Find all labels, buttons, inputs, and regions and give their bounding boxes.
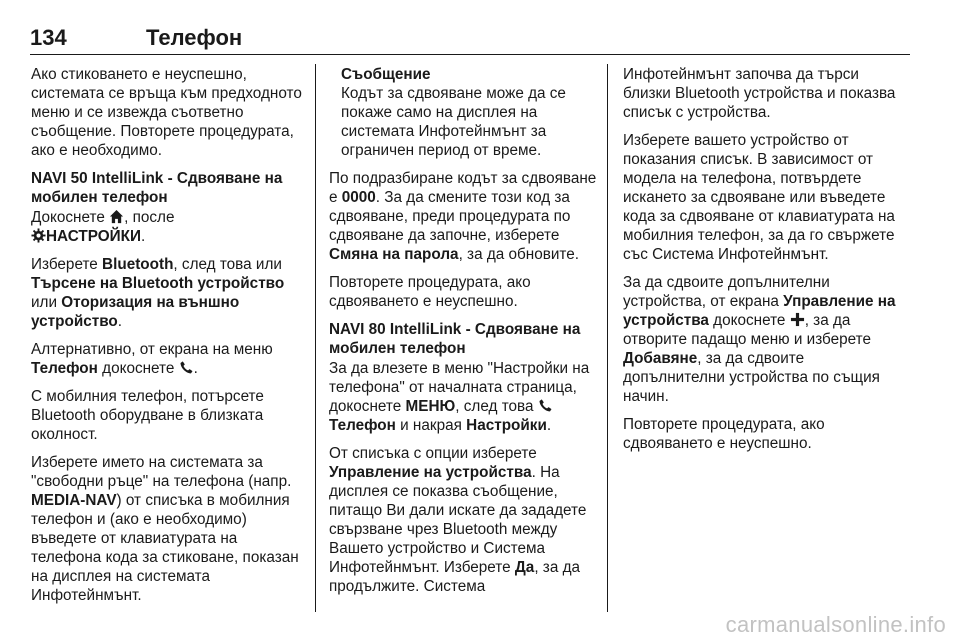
paragraph: Изберете Bluetooth, след това или Търсене на Bluetooth устройство или Оторизация на външно устройство. [31,256,285,330]
column-divider [315,64,316,612]
paragraph: По подразбиране кодът за сдвояване е 0000. За да смените този код за сдвояване, преди процедурата по сдвояване да започне, изберете Смяна на парола, за да обновите. [329,170,597,263]
paragraph: Изберете вашето устройство от показания списък. В зависимост от модела на телефона, потвърдете искането за сдвояване или въведете кода за сдвояване от клавиатурата на мобилния телефон, за да го свържете със Система Инфотейнмънт. [623,132,895,263]
paragraph: С мобилния телефон, потърсете Bluetooth оборудване в близката околност. [31,388,264,443]
paragraph: От списъка с опции изберете Управление на устройства. На дисплея се показва съобщение, питащо Ви дали искате да зададете свързване чрез Bluetooth между Вашето устройство и Система Инфотейнмънт. Изберете Да, за да продължите. Система [329,445,587,595]
home-icon [109,209,124,224]
note-box [341,65,599,160]
paragraph: Инфотейнмънт започва да търси близки Bluetooth устройства и показва списък с устройства. [623,66,896,121]
page-number: 134 [30,25,67,50]
phone-icon [179,360,194,375]
page-title: Телефон [146,25,243,50]
settings-label: НАСТРОЙКИ [46,228,141,245]
paragraph: За да сдвоите допълнителни устройства, от екрана Управление на устройства докоснете , за да отворите падащо меню и изберете Добавяне, за да сдвоите допълнителни устройства по същия начин. [623,274,896,405]
paragraph: За да влезете в меню "Настройки на телефона" от началната страница, докоснете МЕНЮ, след това Телефон и накрая Настройки. [329,360,590,434]
column-right [623,65,898,462]
column-divider [607,64,608,612]
plus-icon [790,312,805,327]
note-text: Кодът за сдвояване може да се покаже само на дисплея на системата Инфотейнмънт за ограничен период от време. [341,85,566,159]
paragraph: Повторете процедурата, ако сдвояването е неуспешно. [329,274,531,310]
paragraph: Изберете името на системата за "свободни ръце" на телефона (напр. MEDIA-NAV) от списъка в мобилния телефон и (ако е необходимо) въведете от клавиатурата на телефона кода за стиковане, показан на дисплея на системата Инфотейнмънт. [31,454,299,604]
page-header [30,26,910,55]
phone-icon [538,398,549,413]
watermark: carmanualsonline.info [725,612,946,637]
gear-icon [31,228,46,243]
paragraph: Докоснете , после НАСТРОЙКИ. [31,209,175,245]
column-middle [329,65,599,605]
paragraph: Повторете процедурата, ако сдвояването е неуспешно. [623,416,825,452]
section-heading: NAVI 50 IntelliLink - Сдвояване на мобилен телефон [31,170,283,206]
section-heading: NAVI 80 IntelliLink - Сдвояване на мобилен телефон [329,321,581,357]
note-title: Съобщение [341,66,431,83]
column-left [31,65,303,614]
paragraph: Ако стиковането е неуспешно, системата се връща към предходното меню и се извежда съответно съобщение. Повторете процедурата, ако е необходимо. [31,66,302,159]
paragraph: Алтернативно, от екрана на меню Телефон докоснете . [31,341,273,377]
